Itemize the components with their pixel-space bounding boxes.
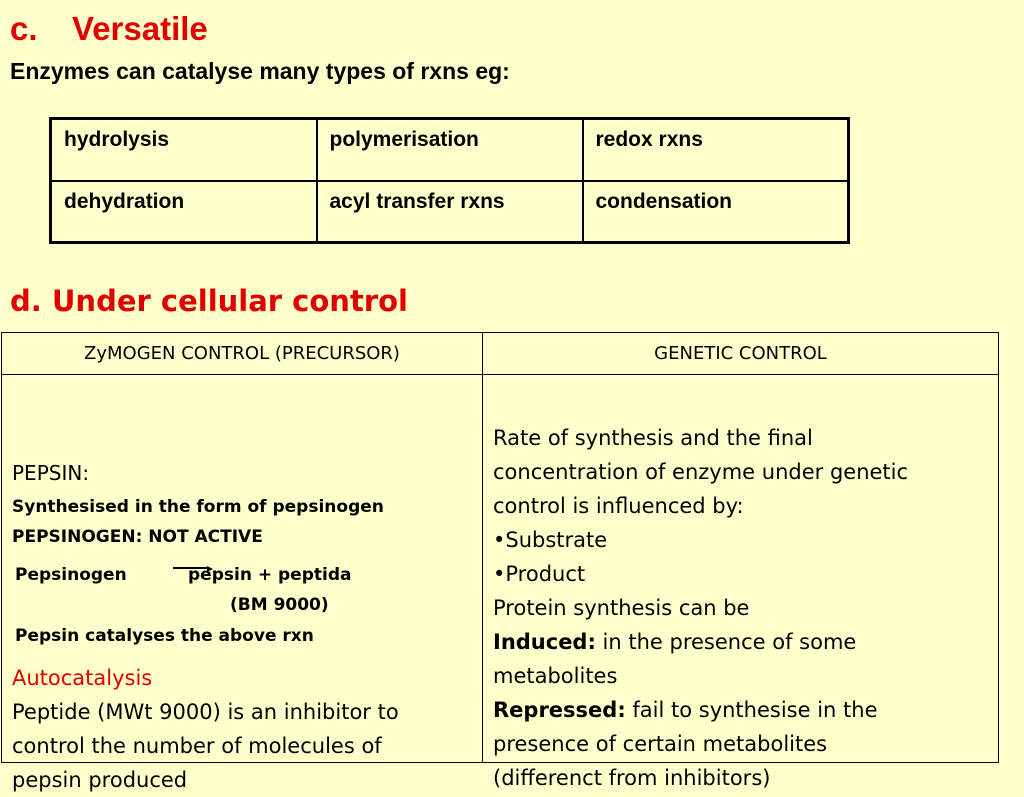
peptide-line: Peptide (MWt 9000) is an inhibitor to	[12, 700, 399, 724]
genetic-intro-line: Rate of synthesis and the final	[493, 426, 813, 450]
table-cell: hydrolysis	[51, 119, 317, 181]
reaction-right: pepsin + peptida	[188, 565, 352, 585]
table-row	[2, 375, 999, 763]
pepsin-catalyses-line: Pepsin catalyses the above rxn	[15, 626, 314, 646]
repressed-text: fail to synthesise in the	[625, 698, 878, 722]
bullet-icon: •	[493, 562, 506, 586]
table-cell: dehydration	[51, 181, 317, 243]
header-zymogen-control: ZyMOGEN CONTROL (PRECURSOR)	[2, 333, 483, 375]
induced-continuation: metabolites	[493, 664, 618, 688]
pepsinogen-synthesis-line: Synthesised in the form of pepsinogen	[12, 497, 384, 517]
header-genetic-control: GENETIC CONTROL	[483, 333, 999, 375]
table-header-row	[2, 333, 999, 375]
autocatalysis-label: Autocatalysis	[12, 666, 153, 690]
bullet-item	[493, 523, 607, 557]
table-cell: polymerisation	[317, 119, 583, 181]
peptide-line: pepsin produced	[12, 768, 188, 792]
bullet-icon: •	[493, 528, 506, 552]
repressed-continuation: (differenct from inhibitors)	[493, 766, 771, 790]
section-c-title: Versatile	[72, 10, 208, 47]
repressed-continuation: presence of certain metabolites	[493, 732, 828, 756]
bullet-label: Substrate	[505, 528, 608, 552]
zymogen-cell	[2, 375, 483, 792]
genetic-cell	[483, 375, 999, 790]
reaction-left: Pepsinogen	[15, 565, 127, 585]
bullet-label: Product	[505, 562, 586, 586]
table-row	[51, 181, 849, 243]
intro-text: Enzymes can catalyse many types of rxns eg:	[10, 58, 510, 84]
genetic-intro-line: control is influenced by:	[493, 494, 744, 518]
induced-text: in the presence of some	[595, 630, 857, 654]
section-c-letter: c.	[10, 10, 38, 47]
repressed-line	[493, 693, 878, 727]
pepsin-title: PEPSIN:	[12, 461, 90, 485]
section-c-heading	[10, 10, 208, 48]
genetic-intro-line: concentration of enzyme under genetic	[493, 460, 909, 484]
control-table	[1, 332, 999, 792]
reaction-types-table	[49, 117, 850, 244]
table-cell: acyl transfer rxns	[317, 181, 583, 243]
table-row	[51, 119, 849, 181]
peptide-line: control the number of molecules of	[12, 734, 382, 758]
table-cell: condensation	[583, 181, 849, 243]
repressed-label: Repressed:	[493, 698, 626, 722]
table-cell: redox rxns	[583, 119, 849, 181]
induced-line	[493, 625, 856, 659]
protein-synthesis-line: Protein synthesis can be	[493, 596, 750, 620]
reaction-note: (BM 9000)	[230, 595, 329, 615]
section-d-heading: d. Under cellular control	[10, 284, 408, 318]
bullet-item	[493, 557, 585, 591]
induced-label: Induced:	[493, 630, 596, 654]
pepsinogen-not-active-line: PEPSINOGEN: NOT ACTIVE	[12, 527, 263, 547]
